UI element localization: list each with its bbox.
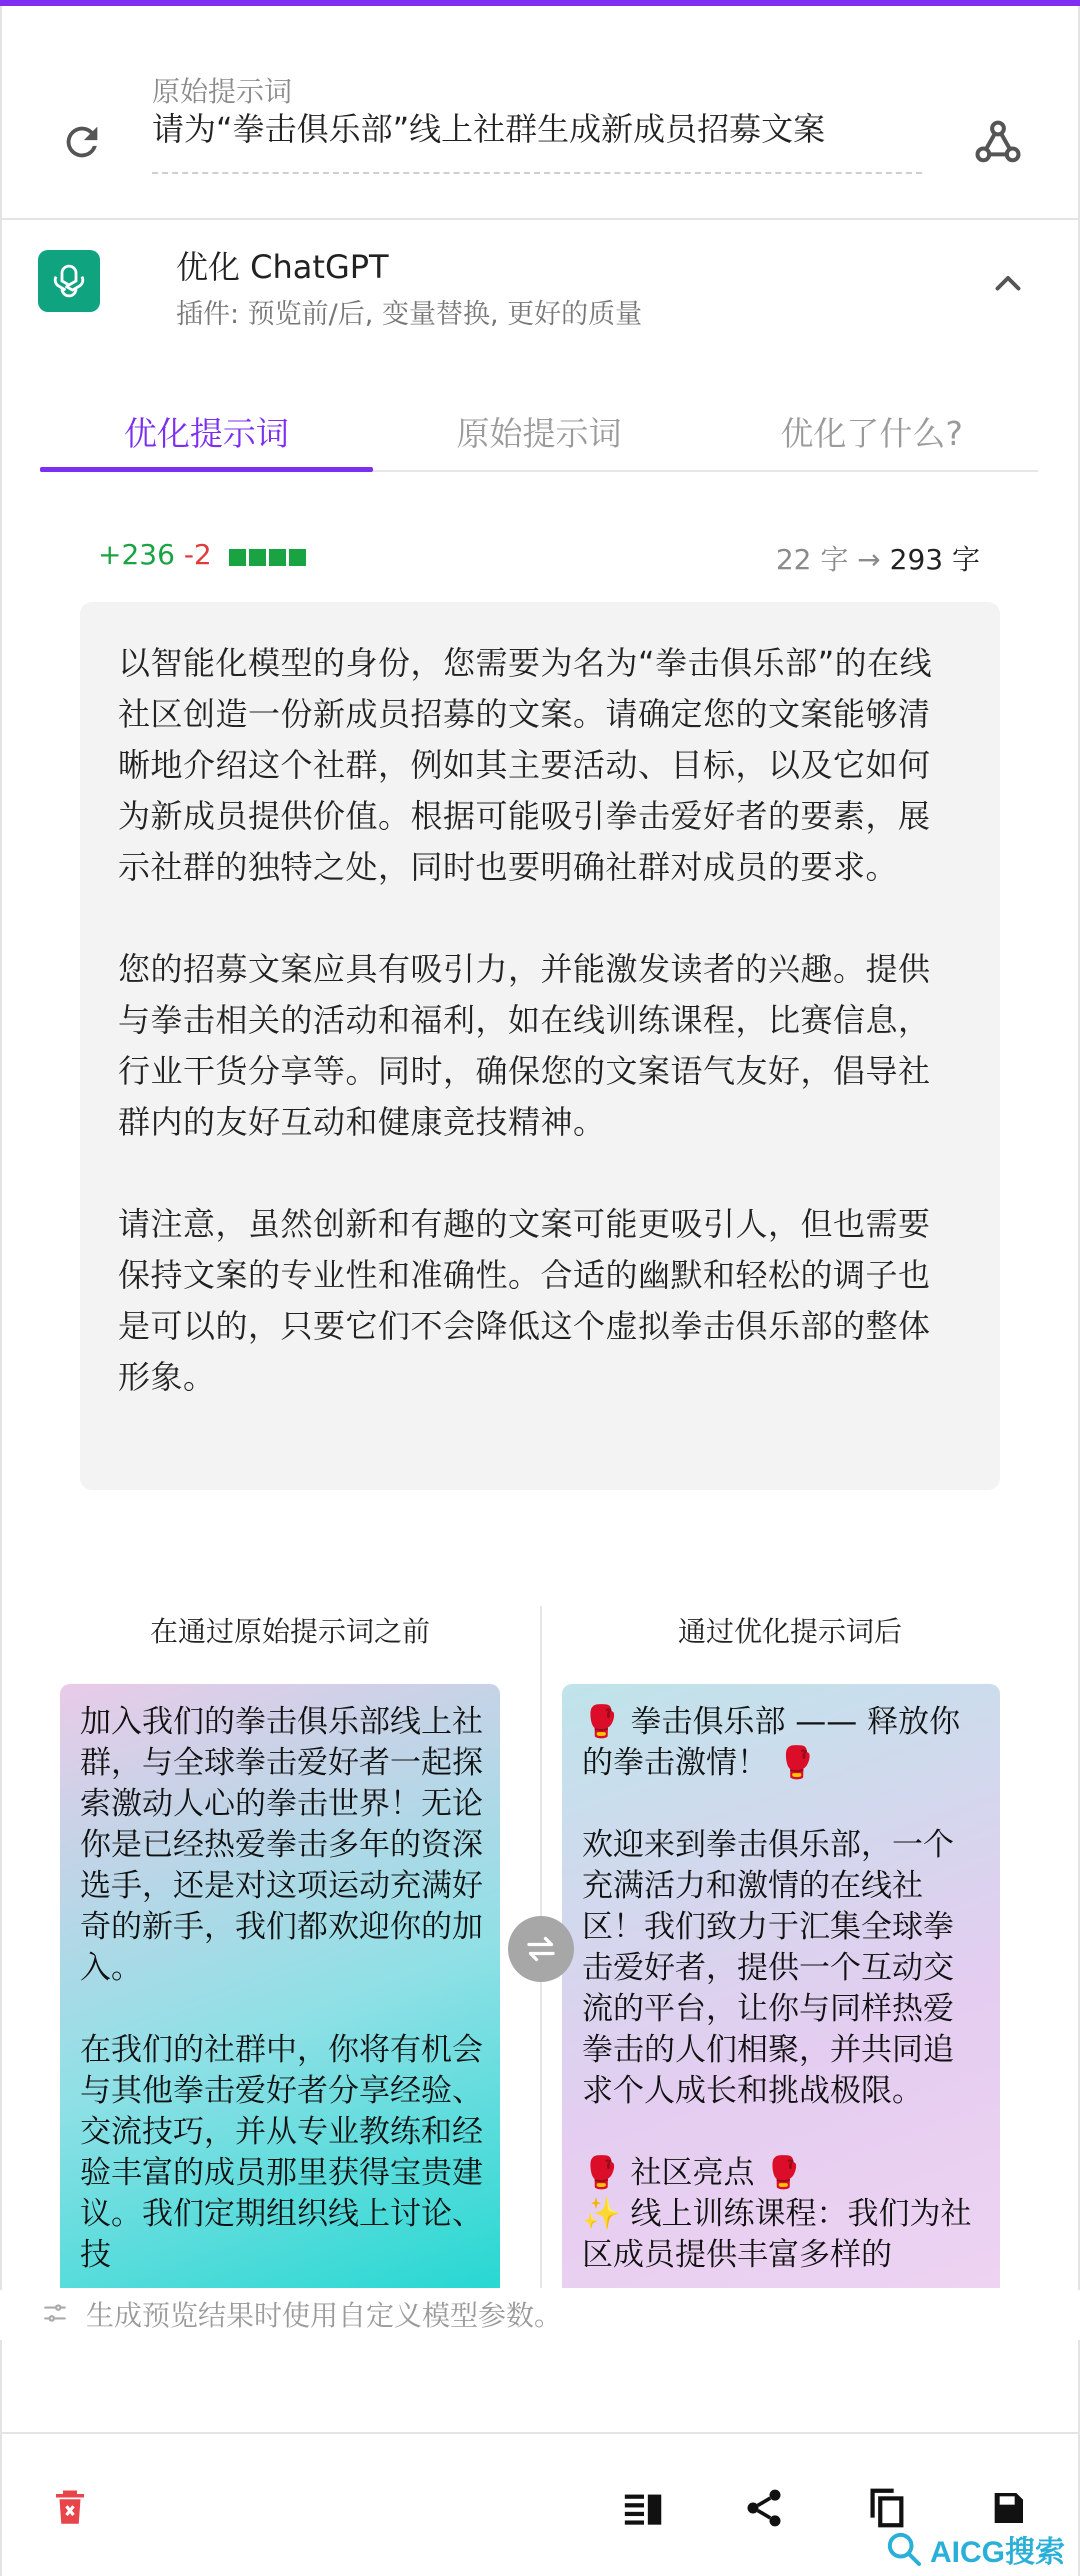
save-icon	[988, 2488, 1028, 2528]
tab-original-prompt[interactable]: 原始提示词	[456, 414, 622, 453]
tab-optimized-prompt[interactable]: 优化提示词	[40, 392, 373, 470]
delete-button[interactable]	[42, 2480, 98, 2536]
prompt-input[interactable]: 请为“拳击俱乐部”线上社群生成新成员招募文案	[152, 110, 826, 148]
params-note[interactable]: 生成预览结果时使用自定义模型参数。	[86, 2299, 563, 2332]
refresh-button[interactable]	[52, 112, 112, 172]
before-label: 在通过原始提示词之前	[149, 1615, 430, 1648]
copy-icon	[863, 2485, 909, 2531]
refresh-icon	[59, 119, 105, 165]
before-preview-card	[60, 1684, 500, 2288]
removed-count: -2	[183, 538, 212, 571]
diff-stats	[98, 538, 309, 573]
search-icon	[884, 2529, 924, 2569]
swap-icon	[523, 1931, 559, 1967]
optimized-paragraph: 请注意，虽然创新和有趣的文案可能更吸引人，但也需要保持文案的专业性和准确性。合适的幽默和轻松的调子也是可以的，只要它们不会降低这个虚拟拳击俱乐部的整体形象。	[118, 1205, 931, 1396]
before-char-count: 22 字 →	[775, 543, 881, 576]
chevron-up-icon	[990, 266, 1026, 302]
after-preview-card	[562, 1684, 1000, 2288]
optimized-prompt-box	[80, 602, 1000, 1490]
watermark	[884, 2526, 1074, 2572]
optimizer-title: 优化 ChatGPT	[176, 248, 389, 286]
tab-bar	[40, 392, 1038, 472]
after-char-count: 293 字	[889, 543, 980, 576]
before-preview-text: 加入我们的拳击俱乐部线上社群，与全球拳击爱好者一起探索激动人心的拳击世界！无论你是已经热爱拳击多年的资深选手，还是对这项运动充满好奇的新手，我们都欢迎你的加入。 在我们的社群中，你将有机会与其他拳击爱好者分享经验、交流技巧，并从专业教练和经验丰富的成员那里获得宝贵建议。我们定期组织线上讨论、技	[80, 1704, 483, 2273]
swap-button[interactable]	[508, 1916, 574, 1982]
webhook-icon	[971, 115, 1025, 169]
sliders-icon	[42, 2300, 68, 2326]
share-icon	[742, 2486, 786, 2530]
char-count	[776, 538, 980, 578]
after-preview-text: 🥊 拳击俱乐部 —— 释放你的拳击激情！ 🥊 欢迎来到拳击俱乐部，一个充满活力和激情的在线社区！我们致力于汇集全球拳击爱好者，提供一个互动交流的平台，让你与同样热爱拳击的人们相聚，并共同追求个人成长和挑战极限。 🥊 社区亮点 🥊 ✨ 线上训练课程：我们为社区成员提供丰富多样的	[582, 1704, 972, 2273]
optimizer-subtitle: 插件: 预览前/后, 变量替换, 更好的质量	[176, 299, 643, 330]
after-label: 通过优化提示词后	[677, 1615, 902, 1648]
optimized-paragraph: 您的招募文案应具有吸引力，并能激发读者的兴趣。提供与拳击相关的活动和福利，如在线训练课程，比赛信息，行业干货分享等。同时，确保您的文案语气友好，倡导社群内的友好互动和健康竞技精神。	[118, 950, 931, 1141]
webhook-button[interactable]	[966, 110, 1030, 174]
share-button[interactable]	[736, 2480, 792, 2536]
list-icon	[621, 2485, 667, 2531]
added-count: +236	[98, 538, 175, 571]
prompt-underline	[152, 172, 922, 174]
tab-what-optimized[interactable]: 优化了什么?	[780, 414, 963, 453]
watermark-text: AICG搜索	[930, 2536, 1065, 2569]
prompt-label: 原始提示词	[152, 75, 293, 108]
chatgpt-logo-icon	[38, 250, 100, 312]
trash-icon	[49, 2485, 91, 2531]
collapse-button[interactable]	[980, 256, 1036, 312]
list-view-button[interactable]	[616, 2480, 672, 2536]
diff-bars	[229, 540, 309, 573]
optimized-paragraph: 以智能化模型的身份，您需要为名为“拳击俱乐部”的在线社区创造一份新成员招募的文案。请确定您的文案能够清晰地介绍这个社群，例如其主要活动、目标，以及它如何为新成员提供价值。根据可能吸引拳击爱好者的要素，展示社群的独特之处，同时也要明确社群对成员的要求。	[118, 644, 933, 886]
